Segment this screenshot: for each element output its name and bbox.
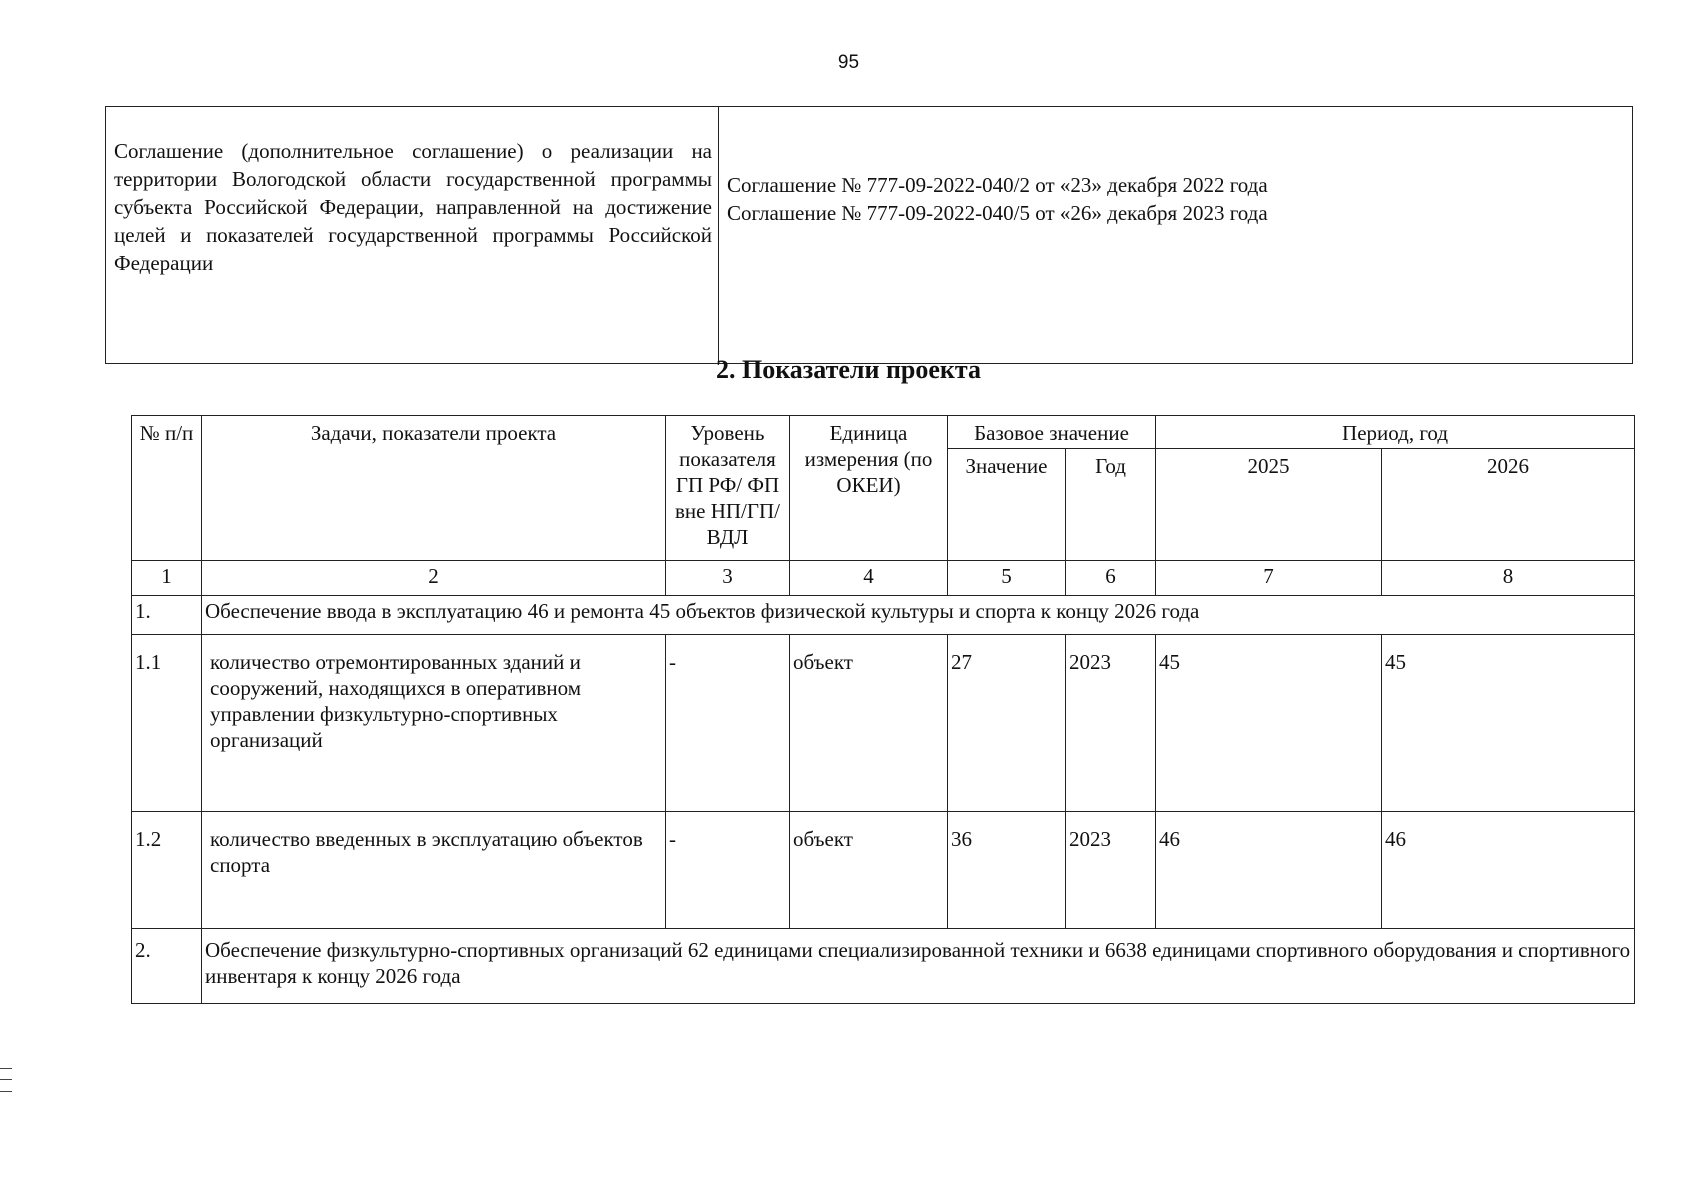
- header-base: Базовое значение: [948, 416, 1156, 449]
- indicators-table: [131, 415, 1635, 1004]
- task-num: 2.: [132, 929, 202, 1004]
- page-number: 95: [837, 52, 860, 73]
- task-row-2: [132, 929, 1635, 1004]
- indicator-num: 1.2: [132, 812, 202, 929]
- section-title: 2. Показатели проекта: [715, 355, 981, 384]
- header-level: Уровень показателя ГП РФ/ ФП вне НП/ГП/ ВДЛ: [666, 416, 790, 561]
- header-unit: Единица измерения (по ОКЕИ): [790, 416, 948, 561]
- indicator-unit: объект: [790, 635, 948, 812]
- indicator-base-value: 36: [948, 812, 1066, 929]
- indicator-name: количество отремонтированных зданий и сооружений, находящихся в оперативном управлении физкультурно-спортивных организаций: [202, 635, 666, 812]
- column-number: 4: [790, 561, 948, 596]
- column-number: 3: [666, 561, 790, 596]
- task-num: 1.: [132, 596, 202, 635]
- task-text: Обеспечение ввода в эксплуатацию 46 и ремонта 45 объектов физической культуры и спорта к концу 2026 года: [202, 596, 1635, 635]
- agreement-table: [105, 106, 1633, 364]
- indicator-unit: объект: [790, 812, 948, 929]
- agreement-row: [106, 107, 1633, 364]
- indicator-2026: 45: [1382, 635, 1635, 812]
- indicator-row-1-1: [132, 635, 1635, 812]
- indicator-row-1-2: [132, 812, 1635, 929]
- indicator-level: -: [666, 812, 790, 929]
- header-period: Период, год: [1156, 416, 1635, 449]
- header-tasks: Задачи, показатели проекта: [202, 416, 666, 561]
- indicator-2025: 45: [1156, 635, 1382, 812]
- header-num: № п/п: [132, 416, 202, 561]
- task-row-1: [132, 596, 1635, 635]
- column-number: 5: [948, 561, 1066, 596]
- header-row-1: [132, 416, 1635, 449]
- column-number: 8: [1382, 561, 1635, 596]
- indicator-base-value: 27: [948, 635, 1066, 812]
- column-number: 2: [202, 561, 666, 596]
- indicator-2026: 46: [1382, 812, 1635, 929]
- margin-mark: [0, 1068, 12, 1092]
- header-base-value: Значение: [948, 449, 1066, 561]
- indicator-num: 1.1: [132, 635, 202, 812]
- agreement-value-2: Соглашение № 777-09-2022-040/5 от «26» декабря 2023 года: [727, 201, 1268, 225]
- indicator-name: количество введенных в эксплуатацию объектов спорта: [202, 812, 666, 929]
- task-text: Обеспечение физкультурно-спортивных организаций 62 единицами специализированной техники и 6638 единицами спортивного оборудования и спортивного инвентаря к концу 2026 года: [202, 929, 1635, 1004]
- indicator-base-year: 2023: [1066, 812, 1156, 929]
- indicator-level: -: [666, 635, 790, 812]
- agreement-value-1: Соглашение № 777-09-2022-040/2 от «23» декабря 2022 года: [727, 173, 1268, 197]
- column-number: 7: [1156, 561, 1382, 596]
- indicator-base-year: 2023: [1066, 635, 1156, 812]
- column-number: 1: [132, 561, 202, 596]
- agreement-label: Соглашение (дополнительное соглашение) о реализации на территории Вологодской области государственной программы субъекта Российской Федерации, направленной на достижение целей и показателей государственной программы Российской Федерации: [106, 107, 719, 364]
- header-year-2025: 2025: [1156, 449, 1382, 561]
- indicator-2025: 46: [1156, 812, 1382, 929]
- agreement-values: [719, 107, 1633, 364]
- header-base-year: Год: [1066, 449, 1156, 561]
- column-number-row: [132, 561, 1635, 596]
- column-number: 6: [1066, 561, 1156, 596]
- header-year-2026: 2026: [1382, 449, 1635, 561]
